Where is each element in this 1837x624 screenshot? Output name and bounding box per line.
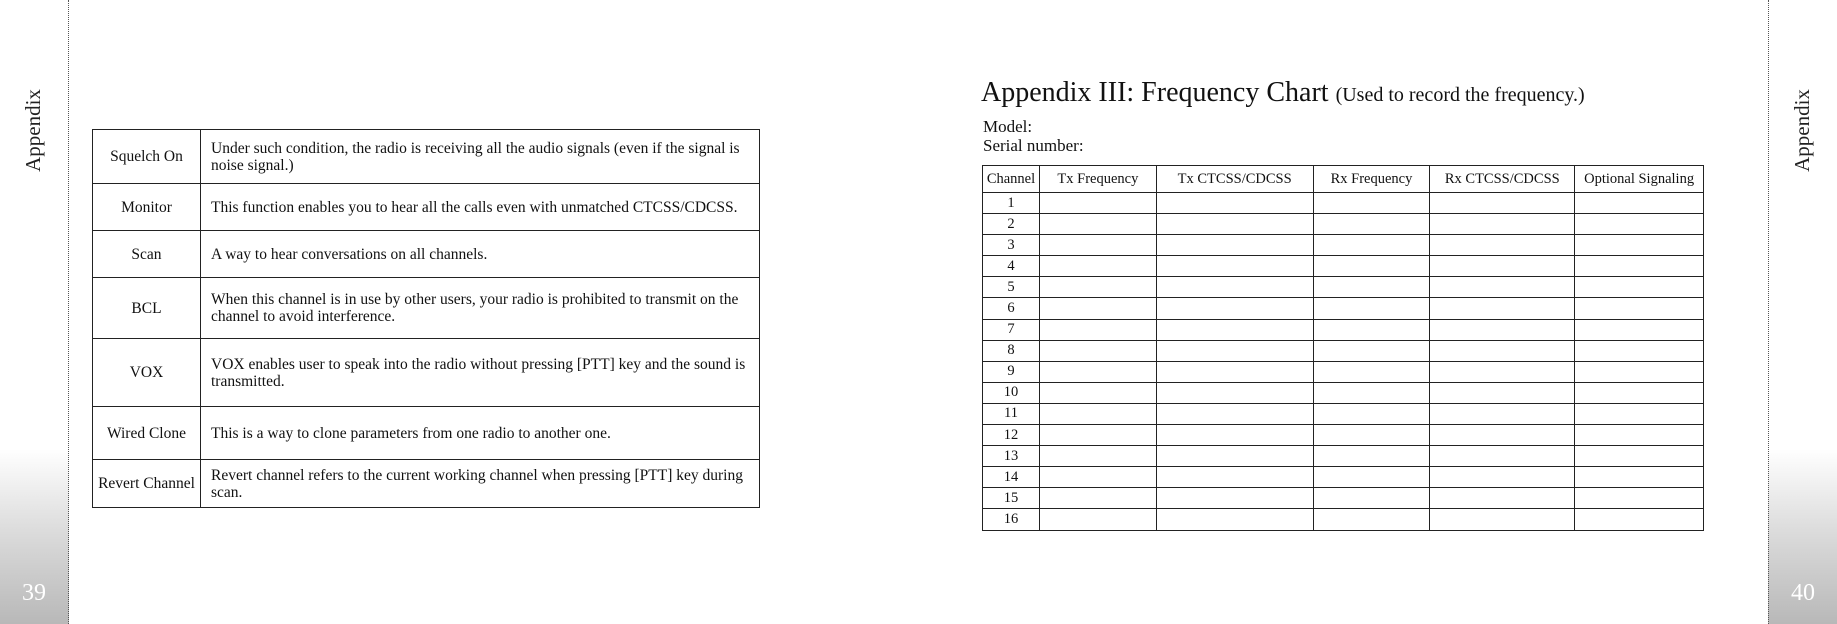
empty-entry-cell: [1430, 319, 1575, 340]
empty-entry-cell: [1575, 256, 1704, 277]
left-side-label: Appendix: [20, 88, 45, 172]
empty-entry-cell: [1039, 467, 1156, 488]
empty-entry-cell: [1313, 235, 1430, 256]
empty-entry-cell: [1575, 319, 1704, 340]
glossary-description: Under such condition, the radio is receiving all the audio signals (even if the signal is noise signal.): [201, 130, 760, 184]
empty-entry-cell: [1575, 488, 1704, 509]
empty-entry-cell: [1156, 298, 1313, 319]
empty-entry-cell: [1039, 319, 1156, 340]
empty-entry-cell: [1313, 277, 1430, 298]
glossary-term: Wired Clone: [93, 407, 201, 460]
page-title: [981, 77, 1585, 109]
empty-entry-cell: [1156, 256, 1313, 277]
empty-entry-cell: [1039, 214, 1156, 235]
empty-entry-cell: [1156, 214, 1313, 235]
glossary-row: [93, 460, 760, 508]
channel-number-cell: 4: [983, 256, 1040, 277]
empty-entry-cell: [1430, 340, 1575, 361]
glossary-row: [93, 231, 760, 278]
frequency-column-header: Rx CTCSS/CDCSS: [1430, 166, 1575, 193]
channel-number-cell: 1: [983, 193, 1040, 214]
channel-number-cell: 2: [983, 214, 1040, 235]
glossary-row: [93, 278, 760, 339]
empty-entry-cell: [1156, 235, 1313, 256]
frequency-header-row: [983, 166, 1704, 193]
frequency-row: [983, 235, 1704, 256]
empty-entry-cell: [1156, 446, 1313, 467]
channel-number-cell: 10: [983, 382, 1040, 403]
frequency-row: [983, 361, 1704, 382]
frequency-row: [983, 214, 1704, 235]
empty-entry-cell: [1430, 235, 1575, 256]
empty-entry-cell: [1430, 488, 1575, 509]
glossary-term: BCL: [93, 278, 201, 339]
empty-entry-cell: [1156, 277, 1313, 298]
empty-entry-cell: [1430, 403, 1575, 424]
channel-number-cell: 12: [983, 425, 1040, 446]
frequency-row: [983, 382, 1704, 403]
empty-entry-cell: [1575, 235, 1704, 256]
empty-entry-cell: [1156, 403, 1313, 424]
empty-entry-cell: [1575, 193, 1704, 214]
glossary-row: [93, 407, 760, 460]
empty-entry-cell: [1313, 298, 1430, 319]
channel-number-cell: 6: [983, 298, 1040, 319]
glossary-description: This function enables you to hear all the calls even with unmatched CTCSS/CDCSS.: [201, 184, 760, 231]
serial-number-label: Serial number:: [983, 136, 1084, 155]
glossary-table: [92, 129, 760, 508]
frequency-row: [983, 425, 1704, 446]
empty-entry-cell: [1575, 277, 1704, 298]
empty-entry-cell: [1156, 193, 1313, 214]
empty-entry-cell: [1430, 361, 1575, 382]
empty-entry-cell: [1313, 340, 1430, 361]
empty-entry-cell: [1039, 425, 1156, 446]
channel-number-cell: 14: [983, 467, 1040, 488]
frequency-row: [983, 193, 1704, 214]
empty-entry-cell: [1430, 214, 1575, 235]
frequency-column-header: Tx CTCSS/CDCSS: [1156, 166, 1313, 193]
empty-entry-cell: [1313, 256, 1430, 277]
empty-entry-cell: [1430, 509, 1575, 530]
glossary-term: Scan: [93, 231, 201, 278]
frequency-row: [983, 488, 1704, 509]
empty-entry-cell: [1313, 193, 1430, 214]
empty-entry-cell: [1156, 340, 1313, 361]
glossary-term: Squelch On: [93, 130, 201, 184]
empty-entry-cell: [1575, 361, 1704, 382]
empty-entry-cell: [1313, 382, 1430, 403]
channel-number-cell: 8: [983, 340, 1040, 361]
glossary-row: [93, 184, 760, 231]
glossary-term: Monitor: [93, 184, 201, 231]
channel-number-cell: 11: [983, 403, 1040, 424]
frequency-row: [983, 467, 1704, 488]
empty-entry-cell: [1313, 488, 1430, 509]
empty-entry-cell: [1039, 193, 1156, 214]
empty-entry-cell: [1039, 256, 1156, 277]
glossary-row: [93, 130, 760, 184]
glossary-description: A way to hear conversations on all channels.: [201, 231, 760, 278]
empty-entry-cell: [1430, 382, 1575, 403]
channel-number-cell: 15: [983, 488, 1040, 509]
empty-entry-cell: [1313, 319, 1430, 340]
frequency-column-header: Rx Frequency: [1313, 166, 1430, 193]
empty-entry-cell: [1156, 488, 1313, 509]
empty-entry-cell: [1575, 467, 1704, 488]
frequency-column-header: Channel: [983, 166, 1040, 193]
channel-number-cell: 13: [983, 446, 1040, 467]
empty-entry-cell: [1039, 446, 1156, 467]
empty-entry-cell: [1575, 425, 1704, 446]
empty-entry-cell: [1575, 340, 1704, 361]
empty-entry-cell: [1039, 361, 1156, 382]
empty-entry-cell: [1313, 446, 1430, 467]
empty-entry-cell: [1156, 509, 1313, 530]
frequency-row: [983, 298, 1704, 319]
frequency-column-header: Optional Signaling: [1575, 166, 1704, 193]
empty-entry-cell: [1430, 446, 1575, 467]
empty-entry-cell: [1575, 403, 1704, 424]
model-label: Model:: [983, 117, 1033, 136]
empty-entry-cell: [1313, 361, 1430, 382]
frequency-row: [983, 340, 1704, 361]
empty-entry-cell: [1156, 361, 1313, 382]
right-side-label: Appendix: [1789, 88, 1814, 172]
empty-entry-cell: [1430, 425, 1575, 446]
frequency-row: [983, 446, 1704, 467]
left-margin-strip: [0, 0, 69, 624]
empty-entry-cell: [1039, 509, 1156, 530]
empty-entry-cell: [1039, 488, 1156, 509]
empty-entry-cell: [1575, 382, 1704, 403]
empty-entry-cell: [1313, 403, 1430, 424]
frequency-chart-table: [982, 165, 1704, 531]
empty-entry-cell: [1039, 298, 1156, 319]
channel-number-cell: 3: [983, 235, 1040, 256]
left-page-number: 39: [22, 580, 46, 606]
empty-entry-cell: [1430, 193, 1575, 214]
glossary-description: Revert channel refers to the current working channel when pressing [PTT] key during scan.: [201, 460, 760, 508]
empty-entry-cell: [1039, 340, 1156, 361]
empty-entry-cell: [1039, 277, 1156, 298]
empty-entry-cell: [1156, 425, 1313, 446]
channel-number-cell: 9: [983, 361, 1040, 382]
empty-entry-cell: [1430, 277, 1575, 298]
right-page-number: 40: [1791, 580, 1815, 606]
empty-entry-cell: [1430, 467, 1575, 488]
empty-entry-cell: [1575, 214, 1704, 235]
glossary-term: VOX: [93, 339, 201, 407]
empty-entry-cell: [1039, 382, 1156, 403]
empty-entry-cell: [1575, 298, 1704, 319]
empty-entry-cell: [1575, 509, 1704, 530]
title-subtitle: (Used to record the frequency.): [1335, 84, 1585, 106]
glossary-description: When this channel is in use by other users, your radio is prohibited to transmit on the channel to avoid interference.: [201, 278, 760, 339]
empty-entry-cell: [1313, 509, 1430, 530]
channel-number-cell: 7: [983, 319, 1040, 340]
glossary-term: Revert Channel: [93, 460, 201, 508]
frequency-row: [983, 277, 1704, 298]
empty-entry-cell: [1430, 298, 1575, 319]
title-text: Appendix III: Frequency Chart: [981, 77, 1329, 108]
glossary-description: This is a way to clone parameters from one radio to another one.: [201, 407, 760, 460]
empty-entry-cell: [1156, 319, 1313, 340]
channel-number-cell: 16: [983, 509, 1040, 530]
empty-entry-cell: [1313, 467, 1430, 488]
empty-entry-cell: [1039, 235, 1156, 256]
glossary-row: [93, 339, 760, 407]
frequency-row: [983, 256, 1704, 277]
empty-entry-cell: [1156, 382, 1313, 403]
frequency-column-header: Tx Frequency: [1039, 166, 1156, 193]
frequency-row: [983, 319, 1704, 340]
empty-entry-cell: [1156, 467, 1313, 488]
frequency-row: [983, 403, 1704, 424]
empty-entry-cell: [1039, 403, 1156, 424]
frequency-row: [983, 509, 1704, 530]
glossary-description: VOX enables user to speak into the radio without pressing [PTT] key and the sound is transmitted.: [201, 339, 760, 407]
right-margin-strip: [1768, 0, 1837, 624]
empty-entry-cell: [1313, 425, 1430, 446]
empty-entry-cell: [1430, 256, 1575, 277]
channel-number-cell: 5: [983, 277, 1040, 298]
empty-entry-cell: [1313, 214, 1430, 235]
empty-entry-cell: [1575, 446, 1704, 467]
